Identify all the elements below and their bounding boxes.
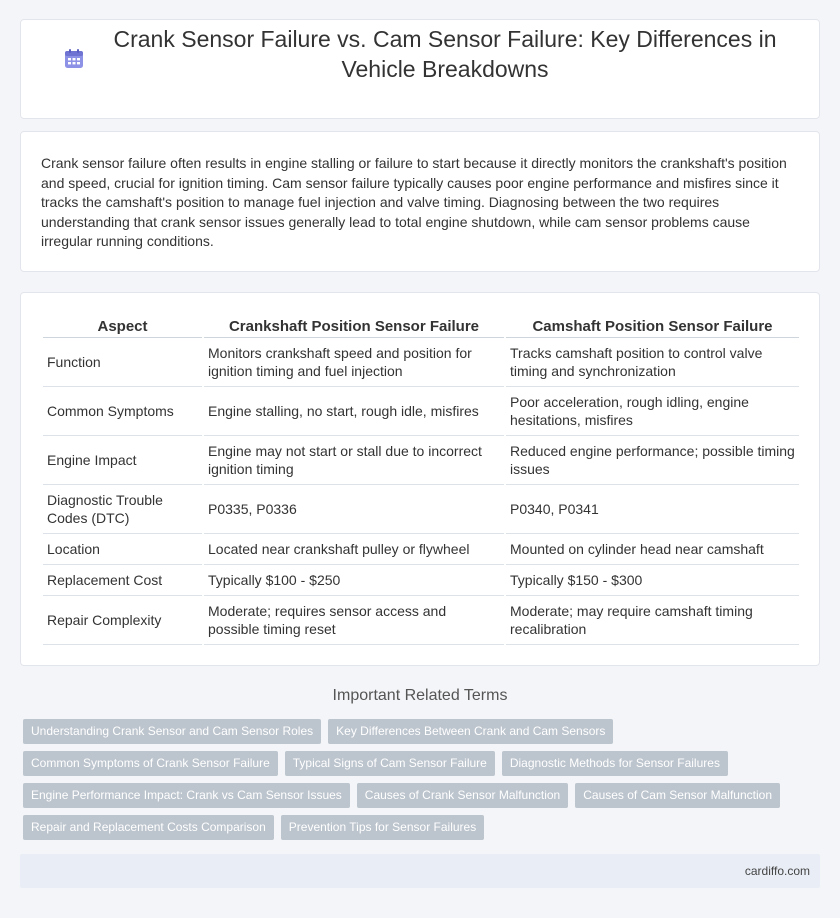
table-row — [43, 564, 799, 595]
table-cell: Poor acceleration, rough idling, engine hesitations, misfires — [505, 386, 799, 435]
related-terms-heading: Important Related Terms — [332, 687, 508, 704]
table-header-row — [43, 315, 799, 337]
column-header: Aspect — [43, 315, 203, 337]
table-row — [43, 386, 799, 435]
table-cell: Diagnostic Trouble Codes (DTC) — [43, 484, 203, 533]
related-term-tag[interactable]: Typical Signs of Cam Sensor Failure — [285, 751, 495, 776]
table-cell: Location — [43, 533, 203, 564]
intro-card — [20, 131, 820, 272]
related-term-tag[interactable]: Causes of Cam Sensor Malfunction — [575, 783, 780, 808]
table-cell: Moderate; may require camshaft timing recalibration — [505, 595, 799, 644]
table-row — [43, 484, 799, 533]
footer-site-link[interactable]: cardiffo.com — [744, 864, 810, 878]
table-row — [43, 337, 799, 386]
intro-paragraph: Crank sensor failure often results in engine stalling or failure to start because it directly monitors the crankshaft's position and speed, crucial for ignition timing. Cam sensor failure typically causes poor engine performance and misfires since it tracks the camshaft's position to manage fuel injection and valve timing. Diagnosing between the two requires understanding that crank sensor issues generally lead to total engine shutdown, while cam sensor problems cause irregular running conditions. — [41, 155, 787, 249]
table-cell: Repair Complexity — [43, 595, 203, 644]
table-cell: Replacement Cost — [43, 564, 203, 595]
table-cell: Located near crankshaft pulley or flywheel — [203, 533, 505, 564]
footer — [20, 854, 820, 888]
table-cell: Function — [43, 337, 203, 386]
related-term-tag[interactable]: Diagnostic Methods for Sensor Failures — [502, 751, 728, 776]
table-cell: Engine stalling, no start, rough idle, misfires — [203, 386, 505, 435]
table-cell: Mounted on cylinder head near camshaft — [505, 533, 799, 564]
column-header: Crankshaft Position Sensor Failure — [203, 315, 505, 337]
related-term-tag[interactable]: Engine Performance Impact: Crank vs Cam Sensor Issues — [23, 783, 350, 808]
related-term-tag[interactable]: Understanding Crank Sensor and Cam Sensor Roles — [23, 719, 321, 744]
related-term-tag[interactable]: Prevention Tips for Sensor Failures — [281, 815, 484, 840]
table-cell: Tracks camshaft position to control valve timing and synchronization — [505, 337, 799, 386]
table-row — [43, 595, 799, 644]
page-title: Crank Sensor Failure vs. Cam Sensor Failure: Key Differences in Vehicle Breakdowns — [113, 26, 777, 82]
related-term-tag[interactable]: Key Differences Between Crank and Cam Sensors — [328, 719, 613, 744]
table-cell: P0340, P0341 — [505, 484, 799, 533]
comparison-card — [20, 292, 820, 666]
table-cell: Reduced engine performance; possible timing issues — [505, 435, 799, 484]
table-cell: Common Symptoms — [43, 386, 203, 435]
table-row — [43, 533, 799, 564]
table-cell: Engine may not start or stall due to incorrect ignition timing — [203, 435, 505, 484]
related-terms-list — [23, 719, 813, 847]
table-cell: Typically $100 - $250 — [203, 564, 505, 595]
table-row — [43, 435, 799, 484]
related-term-tag[interactable]: Common Symptoms of Crank Sensor Failure — [23, 751, 278, 776]
table-cell: Moderate; requires sensor access and possible timing reset — [203, 595, 505, 644]
table-cell: Monitors crankshaft speed and position for ignition timing and fuel injection — [203, 337, 505, 386]
column-header: Camshaft Position Sensor Failure — [505, 315, 799, 337]
table-cell: P0335, P0336 — [203, 484, 505, 533]
related-term-tag[interactable]: Causes of Crank Sensor Malfunction — [357, 783, 568, 808]
comparison-table — [43, 315, 799, 645]
table-cell: Typically $150 - $300 — [505, 564, 799, 595]
table-cell: Engine Impact — [43, 435, 203, 484]
related-term-tag[interactable]: Repair and Replacement Costs Comparison — [23, 815, 274, 840]
